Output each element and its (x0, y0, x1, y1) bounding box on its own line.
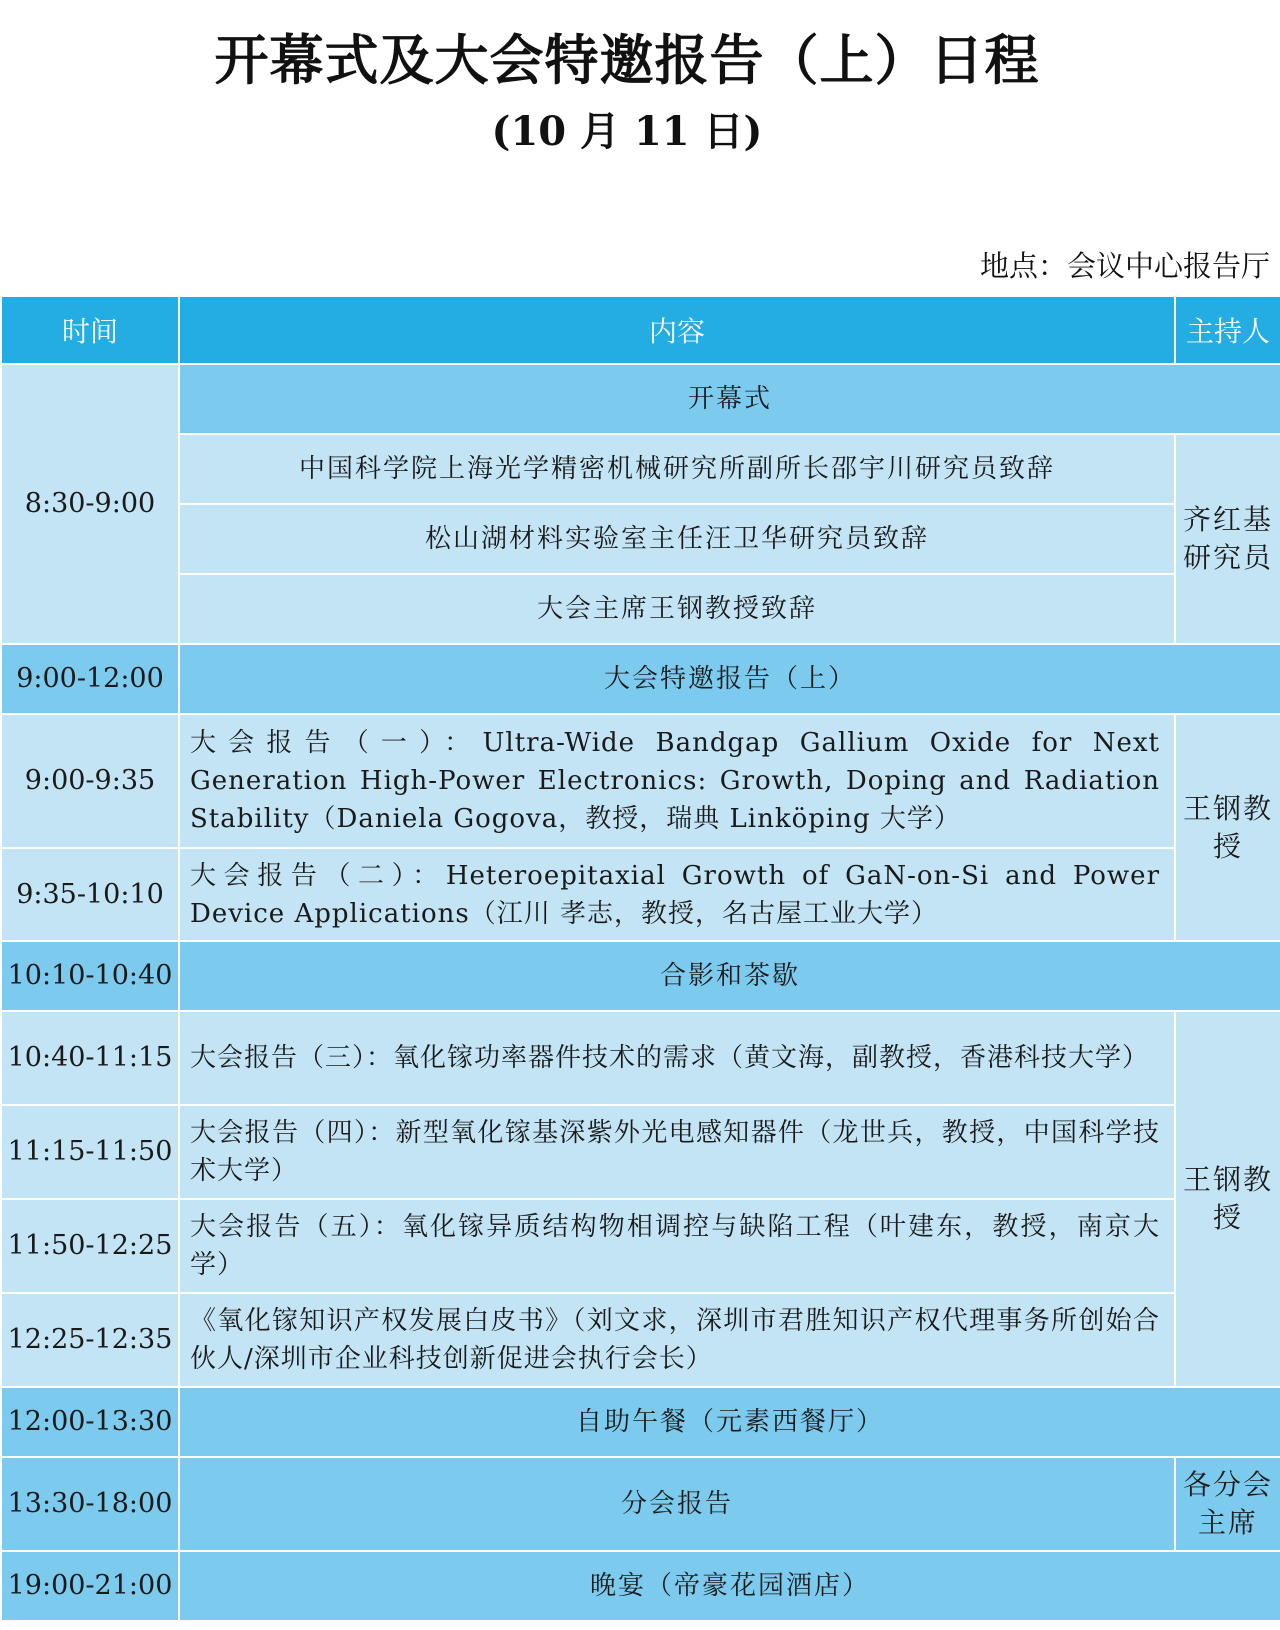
content-cell: 大会报告（五）：氧化镓异质结构物相调控与缺陷工程（叶建东，教授，南京大学） (179, 1199, 1175, 1293)
table-row (1, 644, 1280, 714)
venue-label: 地点：会议中心报告厅 (979, 249, 1270, 283)
content-cell: 松山湖材料实验室主任汪卫华研究员致辞 (179, 504, 1175, 574)
table-row (1, 364, 1280, 434)
table-row (1, 574, 1280, 644)
table-row (1, 1457, 1280, 1551)
host-cell: 王钢教授 (1175, 714, 1280, 941)
table-row (1, 1105, 1280, 1199)
table-row (1, 1199, 1280, 1293)
schedule-table (0, 295, 1280, 1622)
opening-heading: 开幕式 (179, 364, 1280, 434)
time-cell: 12:25-12:35 (1, 1293, 179, 1387)
table-row (1, 848, 1280, 941)
time-cell: 9:35-10:10 (1, 848, 179, 941)
header-content: 内容 (179, 296, 1175, 364)
host-cell: 王钢教授 (1175, 1011, 1280, 1387)
time-cell: 10:40-11:15 (1, 1011, 179, 1105)
host-cell: 各分会主席 (1175, 1457, 1280, 1551)
time-cell: 11:15-11:50 (1, 1105, 179, 1199)
table-row (1, 941, 1280, 1011)
lunch-cell: 自助午餐（元素西餐厅） (179, 1387, 1280, 1457)
content-cell: 大会报告（二）：Heteroepitaxial Growth of GaN-on-Si and Power Device Applications（江川 孝志，教授，名古屋工业大学） (179, 848, 1175, 941)
time-cell: 9:00-12:00 (1, 644, 179, 714)
time-cell: 10:10-10:40 (1, 941, 179, 1011)
table-row (1, 1551, 1280, 1621)
table-row (1, 434, 1280, 504)
time-cell: 11:50-12:25 (1, 1199, 179, 1293)
table-row (1, 1011, 1280, 1105)
page-subtitle-date: (10 月 11 日) (491, 108, 763, 155)
time-cell: 13:30-18:00 (1, 1457, 179, 1551)
time-cell: 12:00-13:30 (1, 1387, 179, 1457)
break-cell: 合影和茶歇 (179, 941, 1280, 1011)
content-cell: 大会报告（三）：氧化镓功率器件技术的需求（黄文海，副教授，香港科技大学） (179, 1011, 1175, 1105)
host-cell: 齐红基研究员 (1175, 434, 1280, 644)
header-host: 主持人 (1175, 296, 1280, 364)
table-row (1, 1293, 1280, 1387)
table-row (1, 1387, 1280, 1457)
content-cell: 大会主席王钢教授致辞 (179, 574, 1175, 644)
dinner-cell: 晚宴（帝豪花园酒店） (179, 1551, 1280, 1621)
sessions-cell: 分会报告 (179, 1457, 1175, 1551)
table-header-row (1, 296, 1280, 364)
content-cell: 大会报告（四）：新型氧化镓基深紫外光电感知器件（龙世兵，教授，中国科学技术大学） (179, 1105, 1175, 1199)
table-row (1, 504, 1280, 574)
plenary-heading: 大会特邀报告（上） (179, 644, 1280, 714)
content-cell: 《氧化镓知识产权发展白皮书》（刘文求，深圳市君胜知识产权代理事务所创始合伙人/深圳市企业科技创新促进会执行会长） (179, 1293, 1175, 1387)
content-cell: 中国科学院上海光学精密机械研究所副所长邵宇川研究员致辞 (179, 434, 1175, 504)
page-title: 开幕式及大会特邀报告（上）日程 (214, 29, 1040, 92)
time-cell: 19:00-21:00 (1, 1551, 179, 1621)
table-row (1, 714, 1280, 848)
content-cell: 大会报告（一）：Ultra-Wide Bandgap Gallium Oxide for Next Generation High-Power Electronics: Growth, Doping and Radiation Stability（Daniela Gogova，教授，瑞典 Linköping 大学） (179, 714, 1175, 848)
time-cell: 8:30-9:00 (1, 364, 179, 644)
header-time: 时间 (1, 296, 179, 364)
time-cell: 9:00-9:35 (1, 714, 179, 848)
